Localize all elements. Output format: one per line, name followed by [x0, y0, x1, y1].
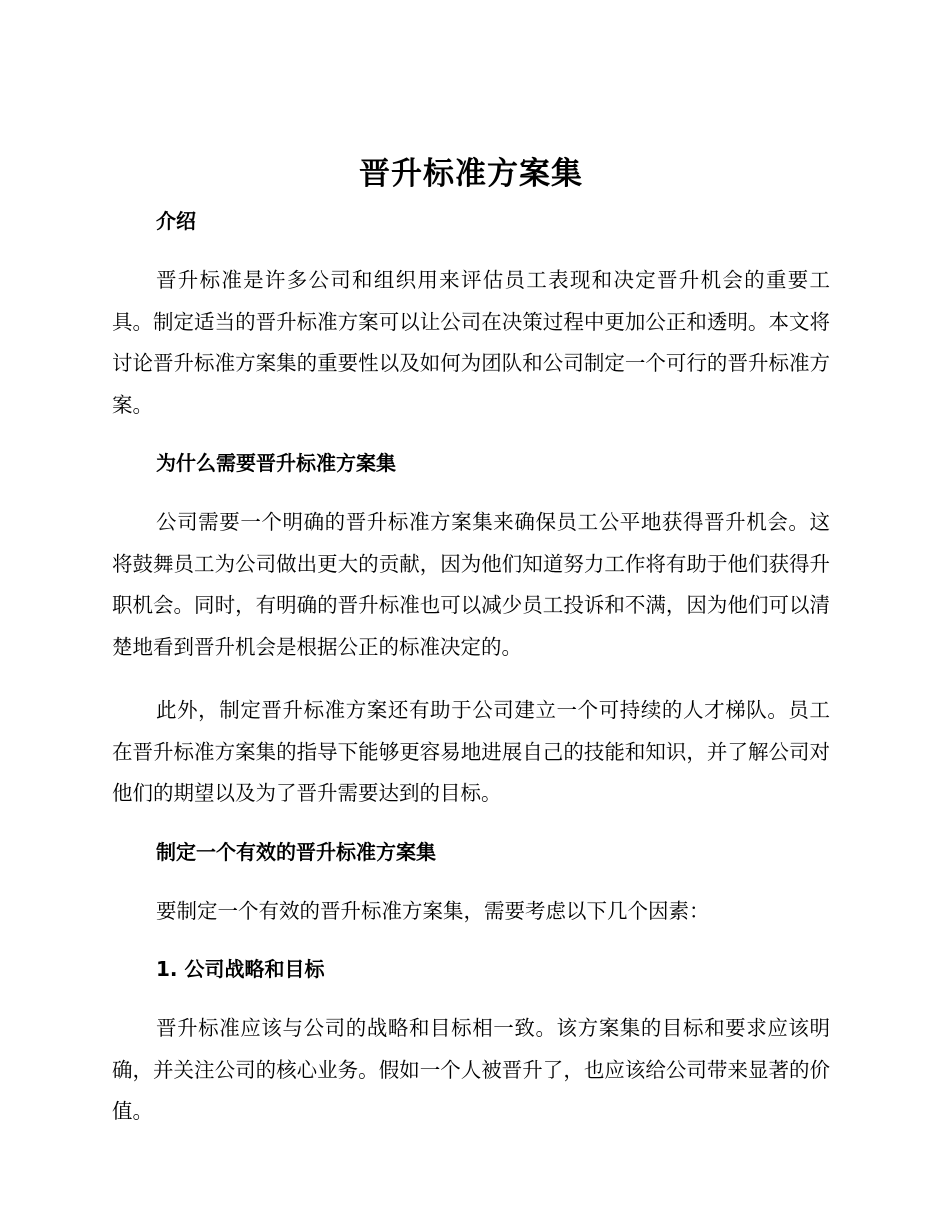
- subsection-heading-factor-1: 1. 公司战略和目标: [156, 957, 325, 981]
- section-heading-why: 为什么需要晋升标准方案集: [156, 451, 396, 475]
- paragraph-why-1: 公司需要一个明确的晋升标准方案集来确保员工公平地获得晋升机会。这将鼓舞员工为公司做出更大的贡献，因为他们知道努力工作将有助于他们获得升职机会。同时，有明确的晋升标准也可以减少员工投诉和不满，因为他们可以清楚地看到晋升机会是根据公正的标准决定的。: [112, 510, 830, 659]
- paragraph-intro: 晋升标准是许多公司和组织用来评估员工表现和决定晋升机会的重要工具。制定适当的晋升标准方案可以让公司在决策过程中更加公正和透明。本文将讨论晋升标准方案集的重要性以及如何为团队和公司制定一个可行的晋升标准方案。: [112, 268, 830, 417]
- document-page: [112, 148, 830, 1155]
- section-heading-intro: 介绍: [156, 209, 196, 233]
- paragraph-why-2: 此外，制定晋升标准方案还有助于公司建立一个可持续的人才梯队。员工在晋升标准方案集的指导下能够更容易地进展自己的技能和知识，并了解公司对他们的期望以及为了晋升需要达到的目标。: [112, 698, 830, 805]
- section-heading-how: 制定一个有效的晋升标准方案集: [156, 839, 436, 864]
- paragraph-how-1: 要制定一个有效的晋升标准方案集，需要考虑以下几个因素：: [156, 898, 710, 923]
- document-title: 晋升标准方案集: [359, 156, 583, 192]
- paragraph-factor-1: 晋升标准应该与公司的战略和目标相一致。该方案集的目标和要求应该明确，并关注公司的核心业务。假如一个人被晋升了，也应该给公司带来显著的价值。: [112, 1016, 830, 1123]
